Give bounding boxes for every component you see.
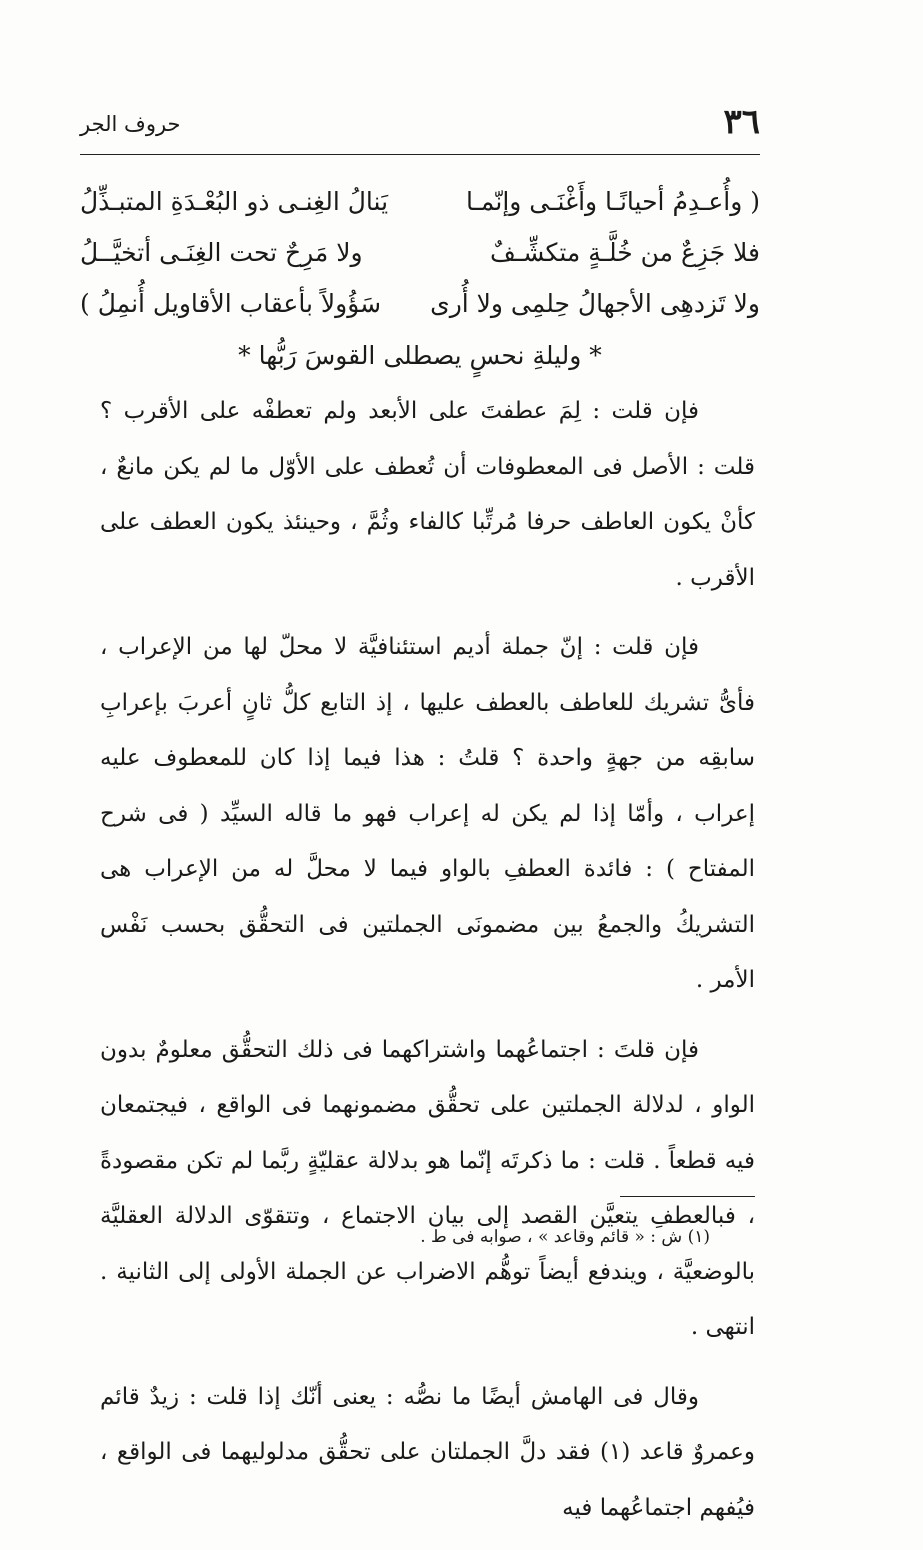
- running-title: حروف الجر: [80, 112, 181, 136]
- quoted-verse-line: * وليلةِ نحسٍ يصطلى القوسَ رَبُّها *: [238, 341, 602, 370]
- paragraph: فإن قلتَ : اجتماعُهما واشتراكهما فى ذلك التحقُّق معلومٌ بدون الواو ، لدلالة الجملتين على تحقُّق مضمونهما فى الواقع ، فيجتمعان فيه قطعاً . قلت : ما ذكرتَه إنّما هو بدلالة عقليّةٍ ربَّما لم تكن مقصودةً ، فبالعطفِ يتعيَّن القصد إلى بيان الاجتماع ، وتتقوّى الدلالة العقليَّة بالوضعيَّة ، ويندفع أيضاً توهُّم الاضراب عن الجملة الأولى إلى الثانية . انتهى .: [100, 1036, 755, 1340]
- poem-verse: [80, 278, 760, 329]
- poem-verse: [80, 176, 760, 227]
- footnote-separator: [620, 1196, 755, 1197]
- footnote: (١) ش : « قائم وقاعد » ، صوابه فى ط .: [420, 1227, 710, 1247]
- poem-verse: [80, 227, 760, 278]
- paragraph: فإن قلت : لِمَ عطفتَ على الأبعد ولم تعطفْه على الأقرب ؟ قلت : الأصل فى المعطوفات أن تُعطف على الأوّل ما لم يكن مانعٌ ، كأنْ يكون العاطف حرفا مُرتِّبا كالفاء وثُمَّ ، وحينئذ يكون العطف على الأقرب .: [100, 398, 755, 591]
- verse-second-hemistich: ولا مَرِحٌ تحت الغِنَـى أتخيَّــلُ: [80, 238, 363, 267]
- page-number: ٣٦: [723, 102, 760, 142]
- verse-second-hemistich: سَؤُولاً بأعقاب الأقاويل أُنمِلُ ): [80, 289, 382, 318]
- verse-first-hemistich: ( وأُعـدِمُ أحيانًـا وأَغْنَـى وإنّمـا: [465, 187, 760, 216]
- paragraph: وقال فى الهامش أيضًا ما نصُّه : يعنى أنّك إذا قلت : زيدٌ قائم وعمروٌ قاعد (١) فقد دلَّ الجملتان على تحقُّق مدلوليهما فى الواقع ، فيُفهم اجتماعُهما فيه: [100, 1383, 755, 1521]
- verse-first-hemistich: ولا تَزدهِى الأجهالُ حِلمِى ولا أُرى: [430, 289, 760, 318]
- body-text: [100, 384, 755, 1550]
- poem-block: [80, 176, 760, 329]
- paragraph: فإن قلت : إنّ جملة أديم استئنافيَّة لا محلّ لها من الإعراب ، فأىُّ تشريك للعاطف بالعطف عليها ، إذ التابع كلُّ ثانٍ أعربَ بإعرابِ سابقِه من جهةٍ واحدة ؟ قلتُ : هذا فيما إذا كان للمعطوف عليه إعراب ، وأمّا إذا لم يكن له إعراب فهو ما قاله السيِّد ( فى شرح المفتاح ) : فائدة العطفِ بالواو فيما لا محلَّ له من الإعراب هى التشريكُ والجمعُ بين مضمونَى الجملتين فى التحقُّق بحسب نَفْس الأمر .: [100, 634, 755, 993]
- page-header: [80, 100, 760, 155]
- verse-first-hemistich: فلا جَزِعٌ من خُلَّـةٍ متكشِّـفٌ: [490, 238, 760, 267]
- verse-second-hemistich: يَنالُ الغِنـى ذو البُعْـدَةِ المتبـذِّلُ: [80, 187, 389, 216]
